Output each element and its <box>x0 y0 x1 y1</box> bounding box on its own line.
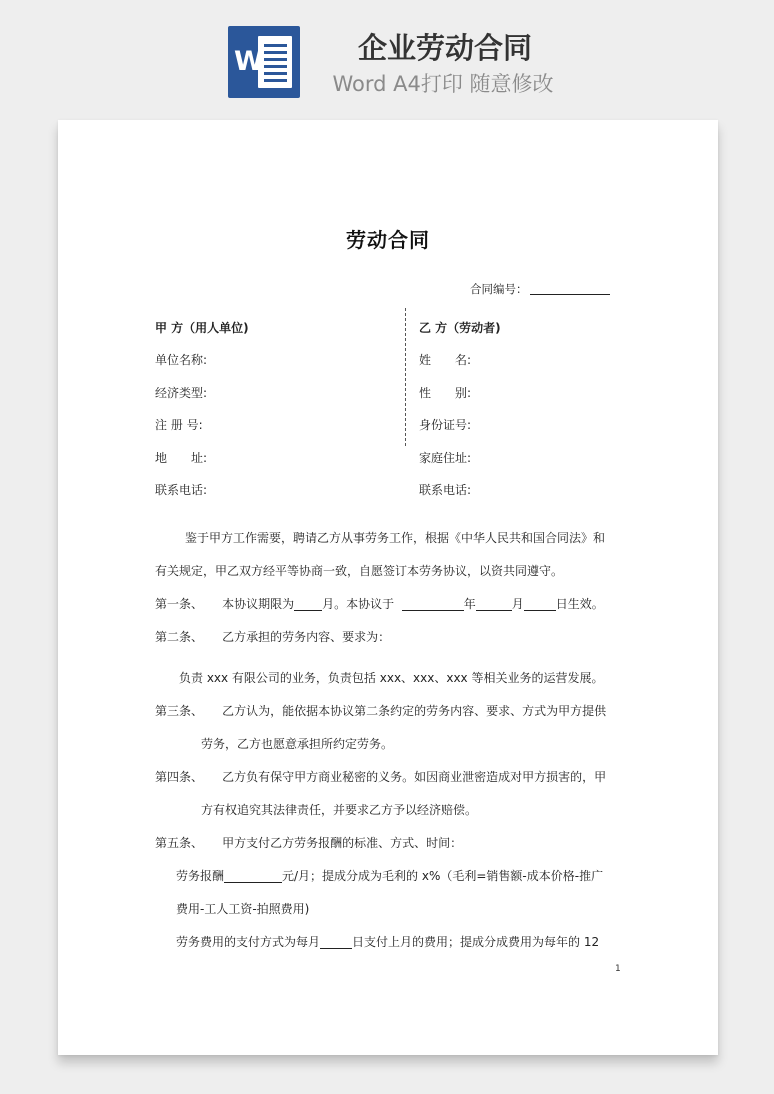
banner <box>0 0 774 110</box>
banner-title: 企业劳动合同 <box>357 31 532 65</box>
document-page <box>58 120 718 1055</box>
payment-text: 劳务报酬 <box>176 869 225 883</box>
payment-line-2: 费用-工人工资-拍照费用) <box>176 902 310 916</box>
party-b-field: 身份证号: <box>419 418 472 432</box>
payment-text: 日支付上月的费用；提成分成费用为每年的 12 <box>352 935 600 949</box>
article-text: 乙方负有保守甲方商业秘密的义务。如因商业泄密造成对甲方损害的，甲 <box>222 770 607 784</box>
article-2 <box>155 627 390 647</box>
page-number: 1 <box>615 964 621 974</box>
party-a-heading: 甲 方（用人单位) <box>155 321 249 335</box>
article-label: 第二条、 <box>155 630 204 644</box>
article-4 <box>155 767 606 787</box>
party-a-field: 单位名称: <box>155 353 208 367</box>
intro-line-1: 鉴于甲方工作需要，聘请乙方从事劳务工作，根据《中华人民共和国合同法》和 <box>185 531 606 545</box>
article-text: 年 <box>463 597 476 611</box>
article-label: 第一条、 <box>155 597 204 611</box>
article-1 <box>155 594 604 614</box>
article-2-detail: 负责 xxx 有限公司的业务，负责包括 xxx、xxx、xxx 等相关业务的运营发展。 <box>179 671 604 685</box>
payment-text: 劳务费用的支付方式为每月 <box>176 935 321 949</box>
party-a-field: 联系电话: <box>155 483 208 497</box>
article-label: 第五条、 <box>155 836 204 850</box>
contract-number <box>470 281 610 297</box>
article-text: 乙方承担的劳务内容、要求为： <box>222 630 391 644</box>
party-a-field: 经济类型: <box>155 385 208 400</box>
blank-line <box>320 935 352 949</box>
party-b-field: 联系电话: <box>419 483 472 497</box>
article-text: 日生效。 <box>555 597 604 611</box>
blank-line <box>402 597 464 611</box>
article-text: 月。本协议于 <box>322 597 395 611</box>
blank-line <box>524 597 556 611</box>
banner-subtitle: Word A4打印 随意修改 <box>332 72 554 96</box>
article-text: 乙方认为，能依据本协议第二条约定的劳务内容、要求、方式为甲方提供 <box>222 704 607 718</box>
party-a-block <box>155 318 249 513</box>
party-b-field: 性 别: <box>419 385 472 400</box>
party-b-field: 家庭住址: <box>419 450 472 465</box>
article-text: 甲方支付乙方劳务报酬的标准、方式、时间： <box>222 836 463 850</box>
payment-line-1 <box>176 866 603 886</box>
article-3-cont: 劳务，乙方也愿意承担所约定劳务。 <box>201 737 394 751</box>
contract-number-blank <box>530 282 610 295</box>
blank-line <box>224 869 282 883</box>
article-5 <box>155 833 462 853</box>
document-title: 劳动合同 <box>346 228 430 252</box>
article-3 <box>155 701 606 721</box>
party-b-field: 姓 名: <box>419 353 472 367</box>
party-b-block <box>419 318 501 513</box>
party-b-heading: 乙 方（劳动者) <box>419 321 501 335</box>
word-logo-letter: W <box>234 46 263 77</box>
party-a-field: 地 址: <box>155 450 208 465</box>
payment-text: 元/月；提成分成为毛利的 x%（毛利=销售额-成本价格-推广 <box>282 869 604 883</box>
party-a-field: 注 册 号: <box>155 418 203 432</box>
article-4-cont: 方有权追究其法律责任，并要求乙方予以经济赔偿。 <box>201 803 478 817</box>
contract-number-label: 合同编号： <box>470 282 528 296</box>
article-label: 第三条、 <box>155 704 204 718</box>
intro-line-2: 有关规定，甲乙双方经平等协商一致，自愿签订本劳务协议，以资共同遵守。 <box>155 564 564 578</box>
article-text: 月 <box>511 597 524 611</box>
article-text: 本协议期限为 <box>222 597 295 611</box>
blank-line <box>294 597 322 611</box>
word-logo-icon <box>228 26 300 98</box>
party-divider <box>405 308 406 446</box>
payment-line-3 <box>176 932 599 952</box>
article-label: 第四条、 <box>155 770 204 784</box>
blank-line <box>476 597 512 611</box>
